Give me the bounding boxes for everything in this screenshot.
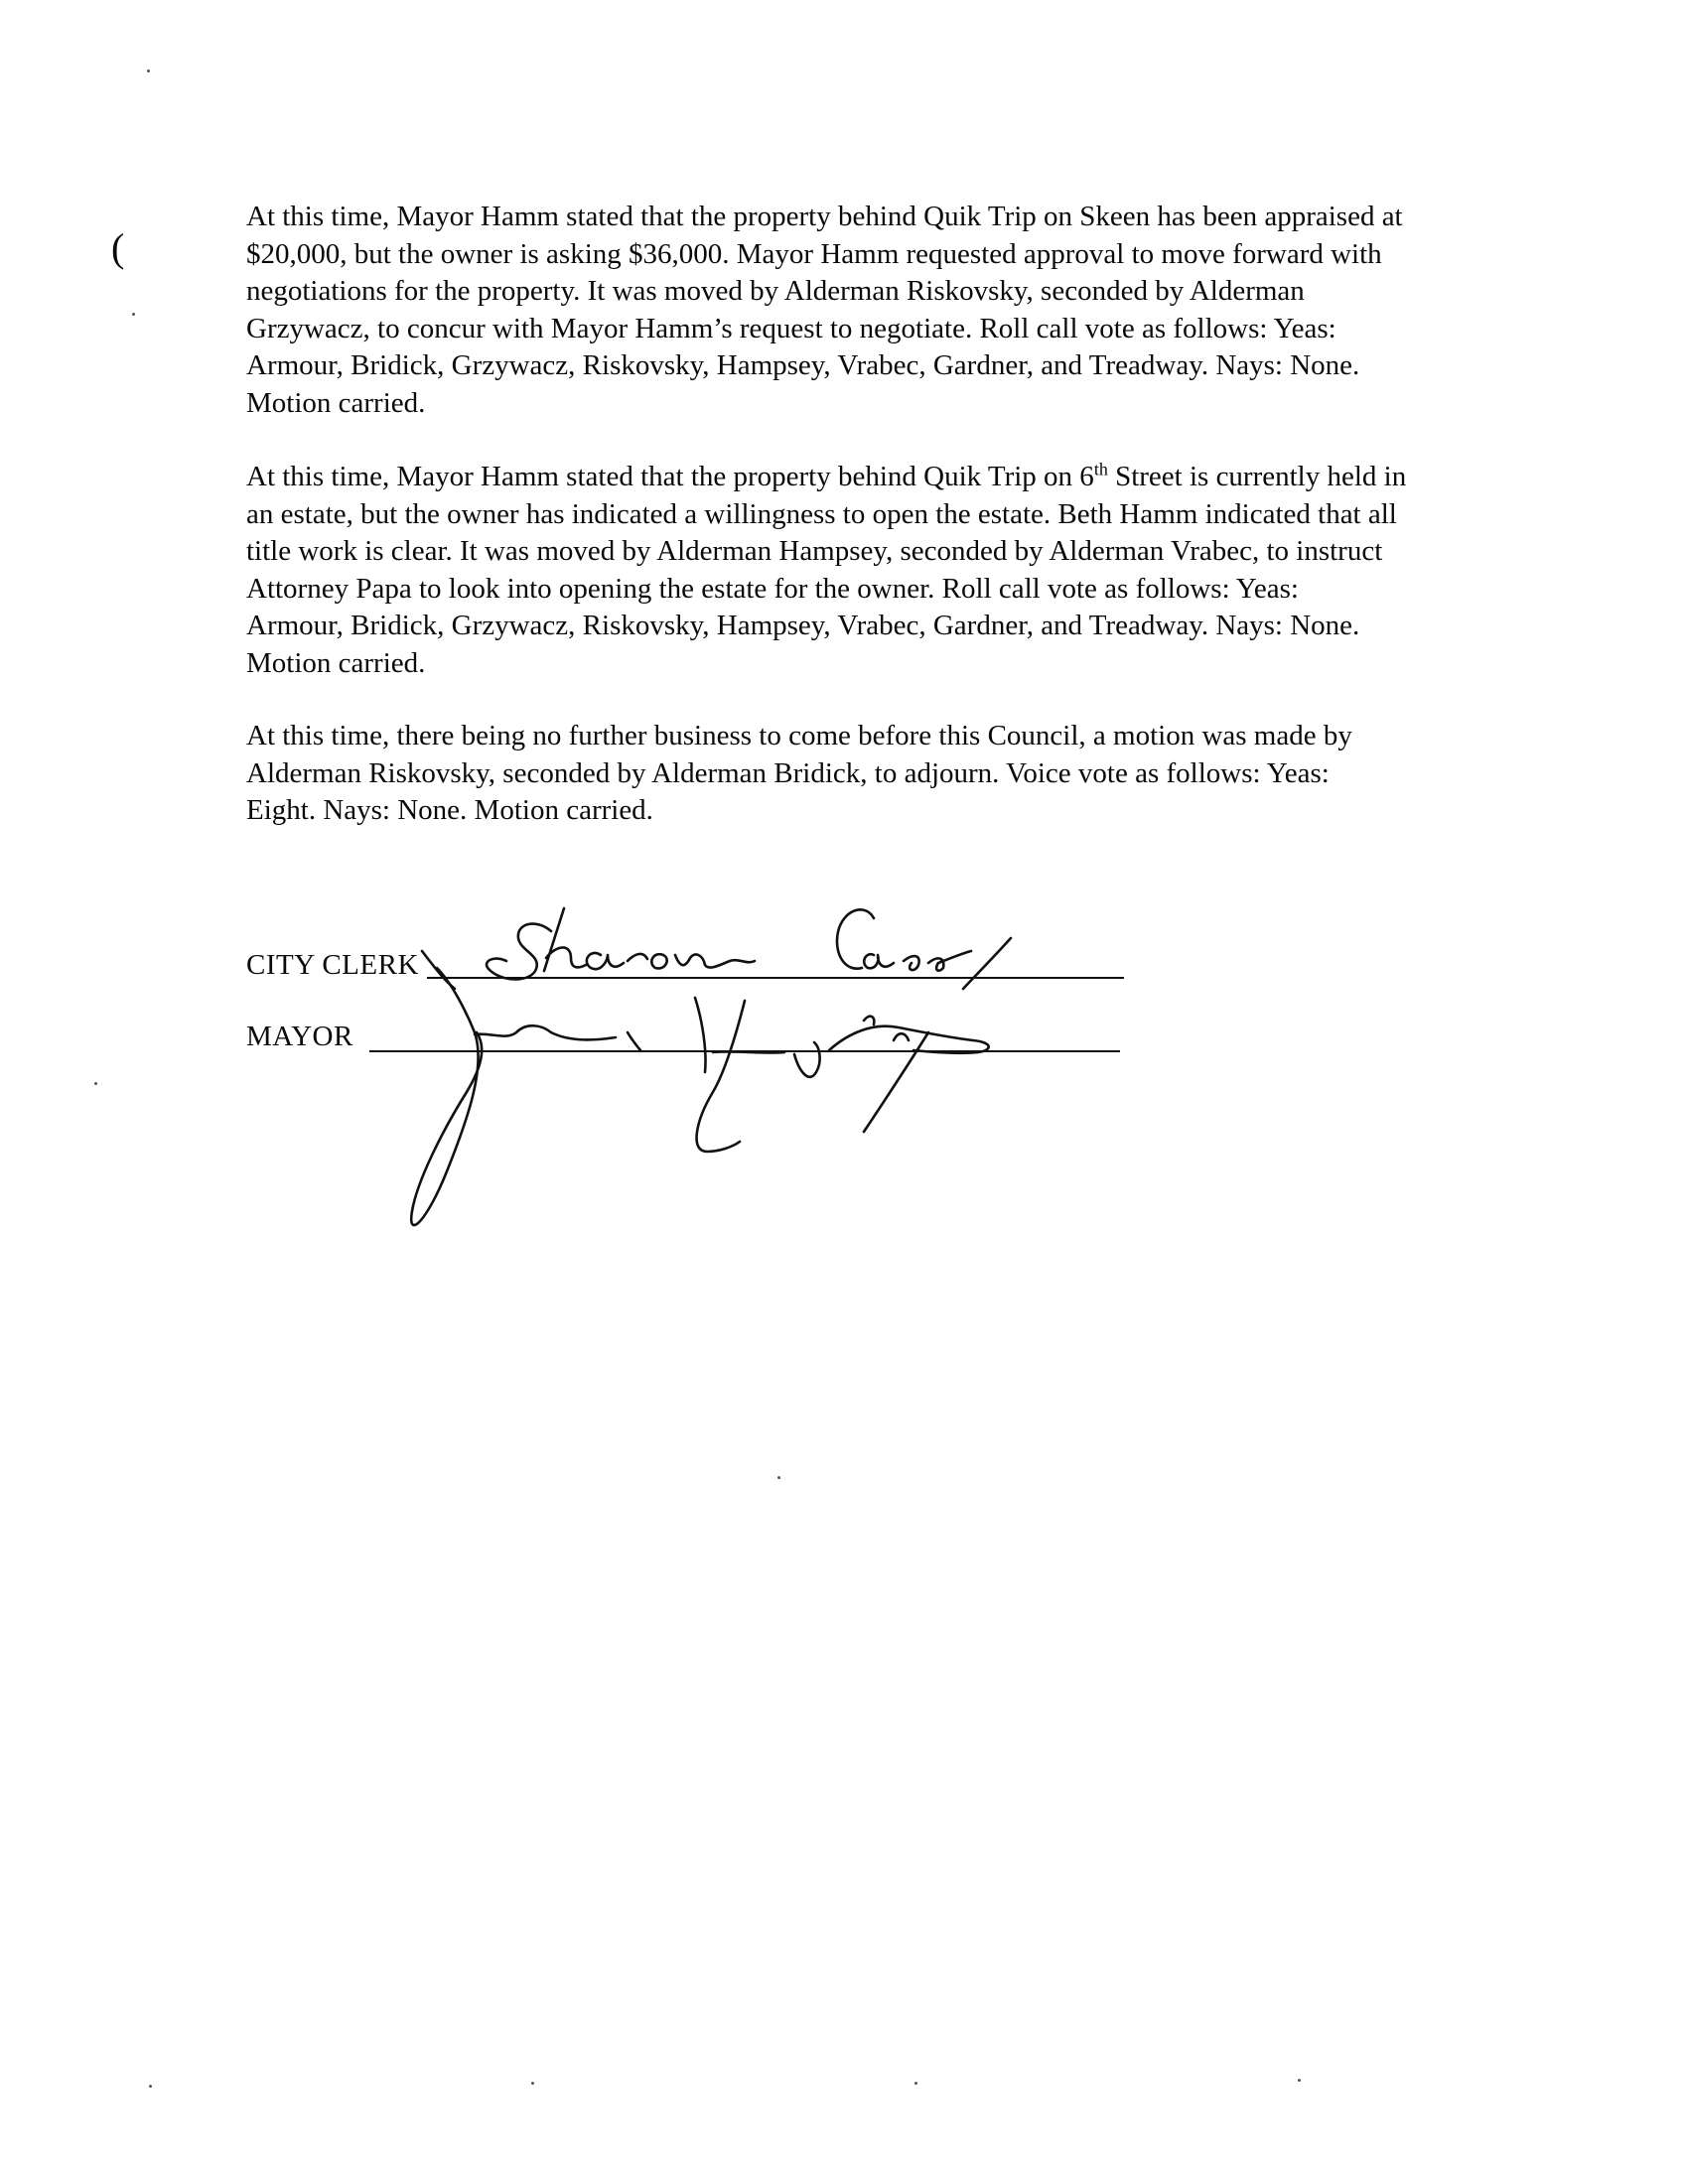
scan-speck — [531, 2082, 534, 2085]
scan-speck — [914, 2082, 917, 2085]
city-clerk-label: CITY CLERK — [246, 949, 419, 981]
paragraph-text: At this time, Mayor Hamm stated that the property behind Quik Trip on 6 — [246, 461, 1094, 492]
mayor-signature — [411, 968, 988, 1225]
ordinal-suffix: th — [1093, 459, 1108, 479]
mayor-signature-line — [369, 1050, 1120, 1052]
scan-speck — [777, 1476, 780, 1479]
paragraph-quik-trip-6th-street — [246, 459, 1577, 682]
margin-mark: ( — [111, 225, 125, 270]
paragraph-text: Street is currently held in an estate, but the owner has indicated a willingness to open the estate. Beth Hamm indicated that all title work is clear. It was moved by Alderman Hampsey, seconded by Alderman Vrabec, to instruct Attorney Papa to look into opening the estate for the owner. Roll call vote as follows: Yeas: Armour, Bridick, Grzywacz, Riskovsky, Hampsey, Vrabec, Gardner, and Treadway. Nays: None. Motion carried. — [246, 461, 1407, 679]
paragraph-adjourn — [246, 718, 1577, 830]
scan-speck — [147, 69, 150, 72]
scan-speck — [1298, 2079, 1301, 2082]
paragraph-text: At this time, Mayor Hamm stated that the property behind Quik Trip on Skeen has been appraised at $20,000, but the owner is asking $36,000. Mayor Hamm requested approval to move forward with negotiations for the property. It was moved by Alderman Riskovsky, seconded by Alderman Grzywacz, to concur with Mayor Hamm’s request to negotiate. Roll call vote as follows: Yeas: Armour, Bridick, Grzywacz, Riskovsky, Hampsey, Vrabec, Gardner, and Treadway. Nays: None. Motion carried. — [246, 201, 1403, 419]
scan-speck — [132, 313, 135, 316]
scan-speck — [149, 2085, 152, 2088]
signature-stroke — [422, 951, 455, 989]
mayor-label: MAYOR — [246, 1021, 353, 1052]
paragraph-quik-trip-skeen — [246, 199, 1577, 422]
scan-speck — [94, 1082, 97, 1085]
paragraph-text: At this time, there being no further business to come before this Council, a motion was made by Alderman Riskovsky, seconded by Alderman Bridick, to adjourn. Voice vote as follows: Yeas: Eight. Nays: None. Motion carried. — [246, 720, 1352, 826]
city-clerk-signature-line — [427, 977, 1124, 979]
